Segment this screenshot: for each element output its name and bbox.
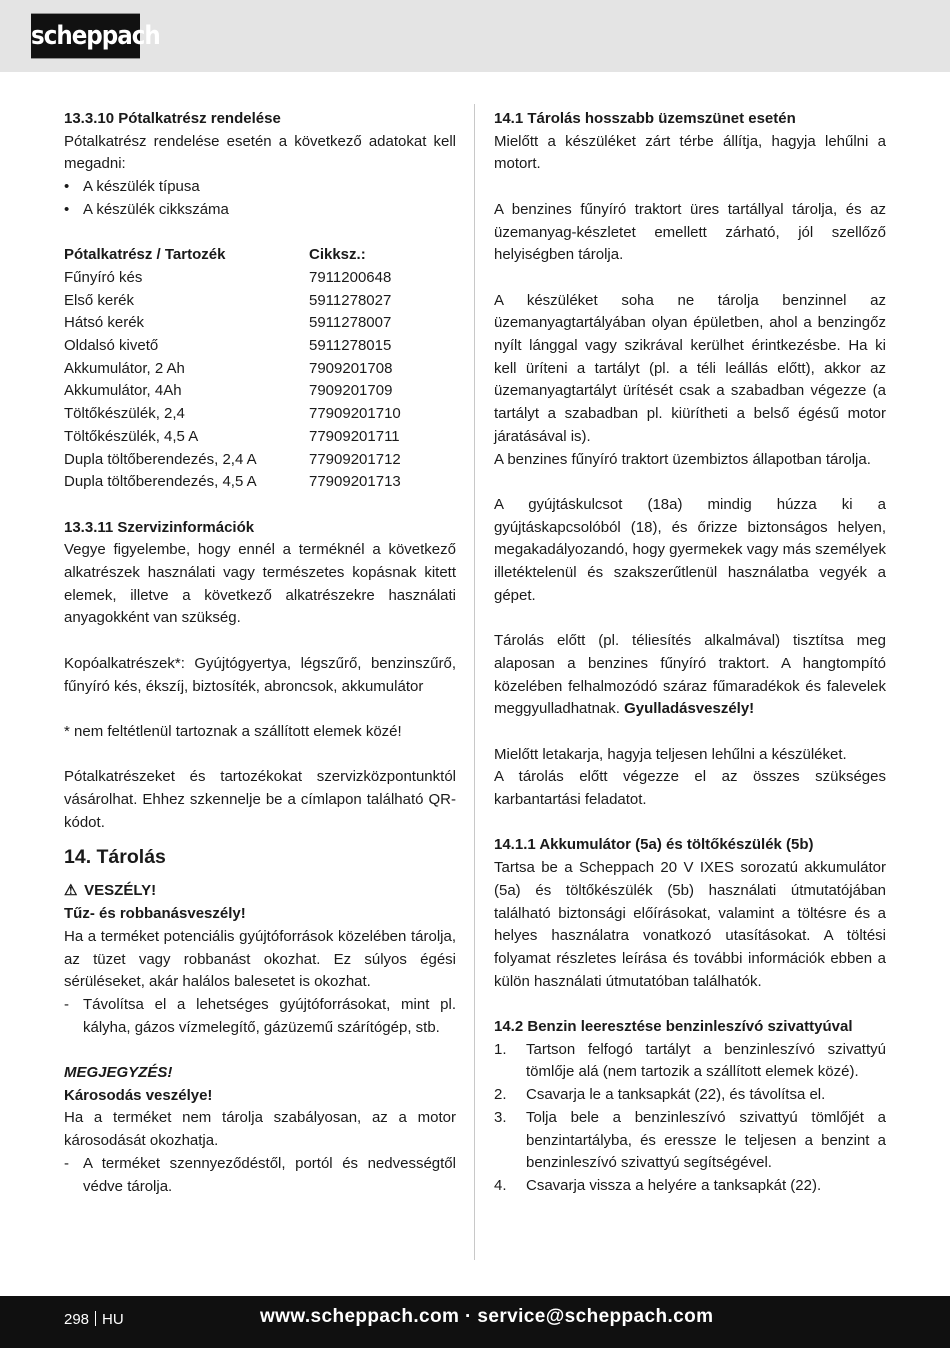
- language-code: HU: [102, 1311, 124, 1328]
- table-row: Akkumulátor, 2 Ah 7909201708: [64, 359, 393, 377]
- parts-table-header: Pótalkatrész / Tartozék Cikksz.:: [64, 246, 366, 264]
- list-item: 1. Tartson felfogó tartályt a benzinleszívó szivattyú tömlője alá (nem tartozik a szállított elemek közé).: [494, 1040, 886, 1081]
- list-item: 2. Csavarja le a tanksapkát (22), és távolítsa el.: [494, 1086, 826, 1104]
- paragraph: Mielőtt letakarja, hagyja teljesen lehűlni a készüléket.: [494, 745, 847, 763]
- table-row: Hátsó kerék 5911278007: [64, 314, 392, 332]
- warning-triangle-icon: ⚠: [64, 882, 78, 900]
- note-text: Ha a terméket nem tárolja szabályosan, az a motor károsodását okozhatja.: [64, 1109, 456, 1150]
- list-item: - Távolítsa el a lehetséges gyújtóforrásokat, mint pl. kályha, gázos vízmelegítő, gázüzemű szárítógép, stb.: [64, 995, 456, 1036]
- list-item: 4. Csavarja vissza a helyére a tanksapkát (22).: [494, 1176, 822, 1194]
- paragraph: Mielőtt a készüléket zárt térbe állítja, hagyja lehűlni a motort.: [494, 132, 886, 173]
- paragraph: A készüléket soha ne tárolja benzinnel az üzemanyagtartályában olyan épületben, ahol a benzingőz nyílt lánggal vagy szikrával kerülhet érintkezésbe. Ha ki kell üríteni a tartályt (pl. a téli leállás előtt), akkor az üzemanyagtartályt ürítését csak a szabadban végezze (a tartályt a szabadban pl. kiürítheti a belső égésű motor járatásával is).: [494, 291, 886, 445]
- danger-text: Ha a terméket potenciális gyújtóforrások közelében tárolja, az tüzet vagy robbanást okozhat. Ez súlyos égési sérüléseket, akár halálos balesetet is okozhat.: [64, 927, 456, 991]
- paragraph: A benzines fűnyíró traktort üzembiztos állapotban tárolja.: [494, 450, 871, 468]
- table-row: Dupla töltőberendezés, 4,5 A 77909201713: [64, 473, 401, 491]
- danger-heading: ⚠ VESZÉLY!: [64, 880, 456, 903]
- danger-subheading: Tűz- és robbanásveszély!: [64, 905, 246, 923]
- note-subheading: Károsodás veszélye!: [64, 1086, 213, 1104]
- left-column: [64, 108, 456, 1198]
- list-item: 3. Tolja bele a benzinleszívó szivattyú tömlőjét a benzintartályba, és eressze le teljesen a benzint a benzinleszívó szivattyú segítségével.: [494, 1108, 886, 1172]
- page-indicator: [64, 1311, 124, 1328]
- list-item: • A készülék típusa: [64, 178, 200, 196]
- section-heading-storage: 14. Tárolás: [64, 846, 166, 869]
- paragraph: Tartsa be a Scheppach 20 V IXES sorozatú akkumulátor (5a) és töltőkészülék (5b) használati útmutatójában található biztonsági előírásokat, valamint a töltésre és a helyes használatra vonatkozó utasításokat. A töltési folyamat részletes leírása és további információk ebben a külön használati útmutatóban találhatók.: [494, 859, 886, 990]
- fire-warning: Gyulladásveszély!: [624, 700, 755, 718]
- table-row: Akkumulátor, 4Ah 7909201709: [64, 382, 393, 400]
- note-heading: MEGJEGYZÉS!: [64, 1064, 173, 1082]
- service-paragraph: Vegye figyelembe, hogy ennél a terméknél a következő alkatrészek használati vagy természetes kopásnak kitett elemek, illetve a következő alkatrészekre használati anyagokként van szükség.: [64, 541, 456, 627]
- header-bar: [0, 0, 950, 72]
- paragraph: A benzines fűnyíró traktort üres tartállyal tárolja, és az üzemanyag-készletet emellett zárható, jól szellőző helyiségben tárolja.: [494, 200, 886, 264]
- table-row: Első kerék 5911278027: [64, 291, 392, 309]
- contact-links[interactable]: www.scheppach.com · service@scheppach.com: [260, 1306, 714, 1327]
- column-divider: [474, 104, 475, 1260]
- paragraph: Tárolás előtt (pl. téliesítés alkalmával) tisztítsa meg alaposan a benzines fűnyíró traktort. A hangtompító közelében felhalmozódó száraz fűmaradékok és falevelek meggyulladhatnak. Gyulladásveszély!: [494, 632, 886, 718]
- paragraph: A gyújtáskulcsot (18a) mindig húzza ki a gyújtáskapcsolóból (18), és őrizze biztonságos helyen, megakadályozandó, hogy gyermekek vagy más személyek illetéktelenül és szakszerűtlenül használatba vegyék a gépet.: [494, 495, 886, 604]
- table-row: Töltőkészülék, 2,4 77909201710: [64, 405, 401, 423]
- table-row: Oldalsó kivető 5911278015: [64, 337, 392, 355]
- page-number: 298: [64, 1311, 90, 1328]
- wear-parts-paragraph: Kopóalkatrészek*: Gyújtógyertya, légszűrő, benzinszűrő, fűnyíró kés, ékszíj, biztosíték, abroncsok, akkumulátor: [64, 654, 456, 695]
- list-item: - A terméket szennyeződéstől, portól és nedvességtől védve tárolja.: [64, 1154, 456, 1195]
- paragraph: A tárolás előtt végezze el az összes szükséges karbantartási feladatot.: [494, 768, 886, 809]
- list-item: • A készülék cikkszáma: [64, 200, 229, 218]
- section-title-spare-parts: 13.3.10 Pótalkatrész rendelése: [64, 110, 281, 127]
- footer-bar: [0, 1296, 950, 1348]
- purchase-paragraph: Pótalkatrészeket és tartozékokat szervizközpontunktól vásárolhat. Ehhez szkennelje be a címlapon található QR-kódot.: [64, 768, 456, 831]
- section-title-long-storage: 14.1 Tárolás hosszabb üzemszünet esetén: [494, 110, 796, 127]
- spare-parts-intro: Pótalkatrész rendelése esetén a következő adatokat kell megadni:: [64, 132, 456, 173]
- brand-logo: scheppach: [31, 14, 140, 59]
- table-row: Dupla töltőberendezés, 2,4 A 77909201712: [64, 450, 401, 468]
- section-title-battery: 14.1.1 Akkumulátor (5a) és töltőkészülék (5b): [494, 836, 814, 854]
- section-title-fuel-drain: 14.2 Benzin leeresztése benzinleszívó szivattyúval: [494, 1018, 853, 1036]
- footnote: * nem feltétlenül tartoznak a szállított elemek közé!: [64, 722, 402, 740]
- table-row: Töltőkészülék, 4,5 A 77909201711: [64, 427, 400, 445]
- section-title-service: 13.3.11 Szervizinformációk: [64, 518, 255, 536]
- parts-table: [64, 244, 456, 494]
- table-row: Fűnyíró kés 7911200648: [64, 268, 392, 286]
- right-column: [494, 108, 886, 1198]
